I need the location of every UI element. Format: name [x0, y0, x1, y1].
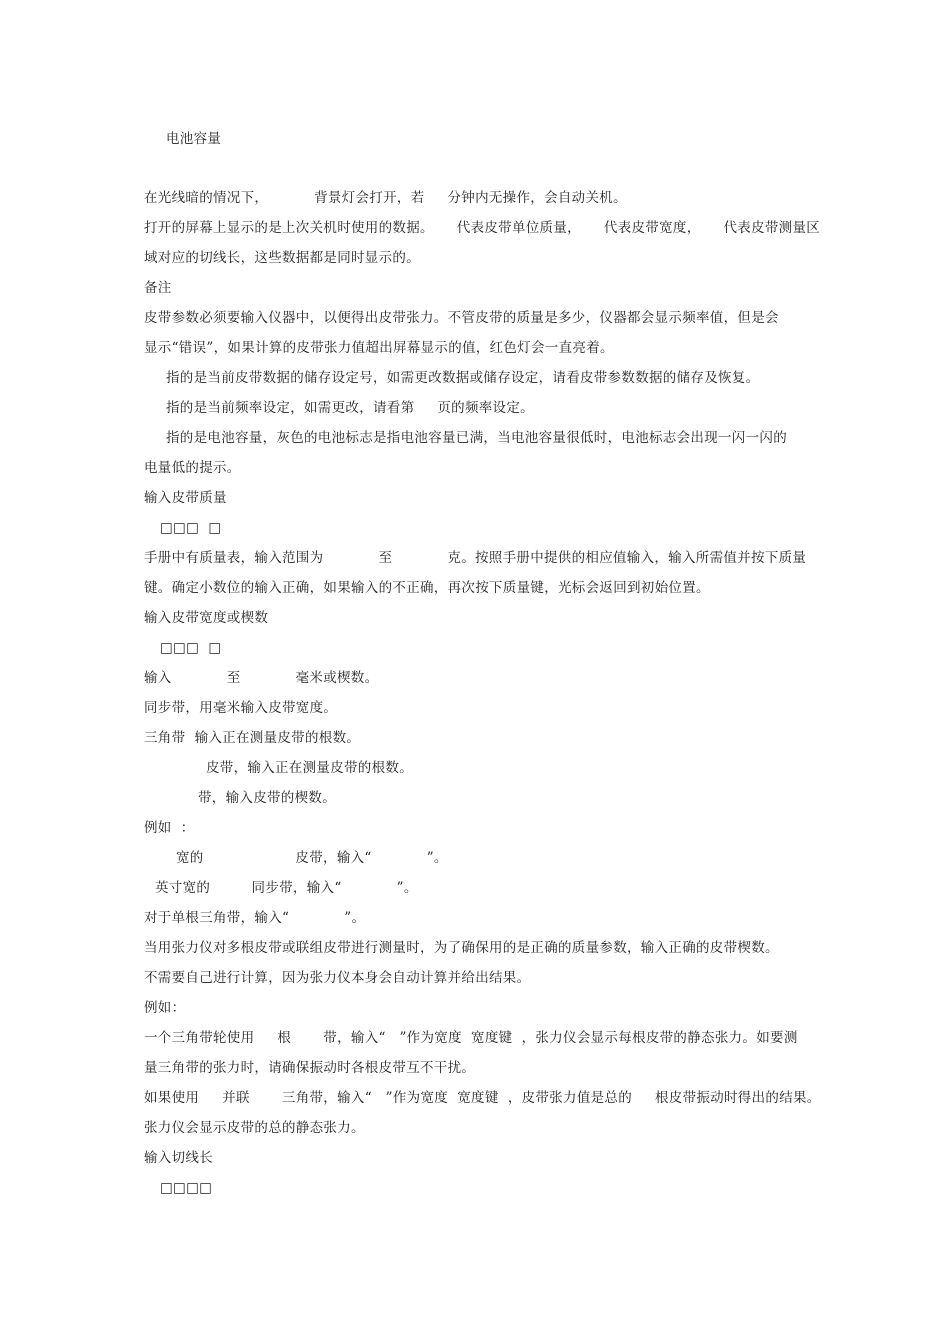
- example-label: 例如：: [144, 1000, 186, 1016]
- paragraph-line: 显示“错误”，如果计算的皮带张力值超出屏幕显示的值，红色灯会一直亮着。: [144, 340, 614, 356]
- paragraph-line: 量三角带的张力时，请确保振动时各根皮带互不干扰。: [144, 1060, 476, 1076]
- paragraph-line: 电量低的提示。: [144, 460, 241, 476]
- paragraph-line: 带，输入皮带的楔数。: [198, 790, 336, 806]
- paragraph-line: 指的是当前皮带数据的储存设定号，如需更改数据或储存设定，请看皮带参数数据的储存及恢复。: [166, 370, 760, 386]
- paragraph-line: 指的是电池容量，灰色的电池标志是指电池容量已满，当电池容量很低时，电池标志会出现一闪一闪的: [166, 430, 787, 446]
- heading-input-belt-mass: 输入皮带质量: [144, 490, 227, 506]
- example-line: 英寸宽的 同步带，输入“ ”。: [155, 880, 418, 896]
- paragraph-line: 输入 至 毫米或楔数。: [144, 670, 379, 686]
- paragraph-line: 域对应的切线长，这些数据都是同时显示的。: [144, 250, 420, 266]
- display-placeholder-glyphs: □□□ □: [160, 640, 222, 656]
- heading-battery-capacity: 电池容量: [166, 131, 222, 147]
- heading-input-belt-width: 输入皮带宽度或楔数: [144, 610, 269, 626]
- paragraph-line: 同步带，用毫米输入皮带宽度。: [144, 700, 338, 716]
- paragraph-line: 当用张力仪对多根皮带或联组皮带进行测量时，为了确保用的是正确的质量参数，输入正确的皮带楔数。: [144, 940, 779, 956]
- heading-input-tangent-length: 输入切线长: [144, 1150, 213, 1166]
- paragraph-line: 皮带参数必须要输入仪器中，以便得出皮带张力。不管皮带的质量是多少，仪器都会显示频率值，但是会: [144, 310, 779, 326]
- paragraph-line: 不需要自己进行计算，因为张力仪本身会自动计算并给出结果。: [144, 970, 531, 986]
- paragraph-line: 打开的屏幕上显示的是上次关机时使用的数据。 代表皮带单位质量， 代表皮带宽度， 代表皮带测量区: [144, 220, 821, 236]
- display-placeholder-glyphs: □□□□: [160, 1180, 213, 1196]
- paragraph-line: 键。确定小数位的输入正确，如果输入的不正确，再次按下质量键，光标会返回到初始位置。: [144, 580, 710, 596]
- paragraph-line: 在光线暗的情况下， 背景灯会打开，若 分钟内无操作，会自动关机。: [144, 190, 627, 206]
- paragraph-line: 指的是当前频率设定，如需更改，请看第 页的频率设定。: [166, 400, 534, 416]
- example-line: 宽的 皮带，输入“ ”。: [176, 850, 448, 866]
- paragraph-line: 一个三角带轮使用 根 带，输入“ ”作为宽度 宽度键 ，张力仪会显示每根皮带的静态张力。如要测: [144, 1030, 798, 1046]
- paragraph-line: 手册中有质量表，输入范围为 至 克。按照手册中提供的相应值输入，输入所需值并按下质量: [144, 550, 807, 566]
- example-line: 对于单根三角带，输入“ ”。: [144, 910, 366, 926]
- example-label: 例如 ：: [144, 820, 195, 836]
- paragraph-line: 如果使用 并联 三角带，输入“ ”作为宽度 宽度键 ，皮带张力值是总的 根皮带振动时得出的结果。: [144, 1090, 821, 1106]
- paragraph-line: 皮带，输入正在测量皮带的根数。: [206, 760, 413, 776]
- heading-notes: 备注: [144, 280, 172, 296]
- paragraph-line: 三角带 输入正在测量皮带的根数。: [144, 730, 361, 746]
- display-placeholder-glyphs: □□□ □: [160, 520, 222, 536]
- paragraph-line: 张力仪会显示皮带的总的静态张力。: [144, 1120, 365, 1136]
